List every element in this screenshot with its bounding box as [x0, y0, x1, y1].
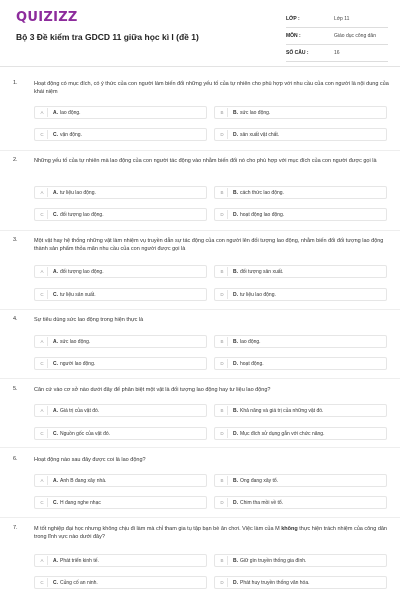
option-text: lao động. [240, 338, 261, 345]
option-letter-badge: B [217, 188, 228, 197]
option-text: Anh B đang xây nhà. [60, 477, 107, 484]
question-divider [0, 517, 400, 518]
question-number: 1. [13, 80, 18, 86]
option-letter-badge: D [217, 429, 228, 438]
option-letter-badge: A [37, 188, 48, 197]
option-letter-badge: B [217, 108, 228, 117]
option-letter-badge: B [217, 476, 228, 485]
option-a[interactable] [34, 335, 207, 348]
option-letter-badge: C [37, 290, 48, 299]
option-text: tư liệu lao động. [60, 189, 96, 196]
option-prefix: D. [233, 360, 238, 367]
option-c[interactable] [34, 128, 207, 141]
option-letter-badge: D [217, 130, 228, 139]
option-text: H đang nghe nhạc [60, 499, 101, 506]
option-letter-badge: A [37, 476, 48, 485]
question-text-emphasis: không [281, 526, 298, 532]
option-letter-badge: D [217, 359, 228, 368]
option-letter-badge: B [217, 406, 228, 415]
option-prefix: B. [233, 477, 238, 484]
meta-class-row [286, 11, 388, 28]
question-divider [0, 447, 400, 448]
option-letter-badge: C [37, 359, 48, 368]
option-d[interactable] [214, 576, 387, 589]
option-prefix: C. [53, 291, 58, 298]
meta-value: Lớp 11 [334, 16, 350, 22]
option-text: Phát triển kinh tế. [60, 557, 99, 564]
option-prefix: B. [233, 189, 238, 196]
option-letter-badge: A [37, 556, 48, 565]
option-text: sức lao động. [240, 109, 271, 116]
option-b[interactable] [214, 474, 387, 487]
meta-label: MÔN : [286, 33, 301, 39]
option-text: Giá trị của vật đó. [60, 407, 100, 414]
option-letter-badge: B [217, 556, 228, 565]
option-c[interactable] [34, 357, 207, 370]
option-b[interactable] [214, 554, 387, 567]
option-prefix: A. [53, 338, 58, 345]
question-text-part: thực hiện trách nhiệm của công dân trong lĩnh vực nào dưới đây? [34, 526, 387, 540]
option-letter-badge: C [37, 429, 48, 438]
option-b[interactable] [214, 335, 387, 348]
option-prefix: C. [53, 360, 58, 367]
option-text: đối tượng lao động. [60, 211, 104, 218]
option-letter-badge: B [217, 337, 228, 346]
question-divider [0, 230, 400, 231]
meta-value: Giáo dục công dân [334, 33, 376, 39]
option-letter-badge: C [37, 210, 48, 219]
option-letter-badge: A [37, 108, 48, 117]
question-text: Căn cứ vào cơ sở nào dưới đây để phân biệt một vật là đối tượng lao động hay tư liệu lao động? [34, 387, 271, 393]
option-text: vận động. [60, 131, 82, 138]
option-c[interactable] [34, 576, 207, 589]
option-text: tư liệu lao động. [240, 291, 276, 298]
option-prefix: D. [233, 211, 238, 218]
question-text [34, 525, 389, 541]
option-prefix: A. [53, 407, 58, 414]
header-divider [0, 66, 400, 67]
option-text: Khả năng và giá trị của những vật đó. [240, 407, 324, 414]
option-d[interactable] [214, 128, 387, 141]
option-text: Ong đang xây tổ. [240, 477, 279, 484]
option-prefix: A. [53, 268, 58, 275]
option-b[interactable] [214, 404, 387, 417]
option-a[interactable] [34, 186, 207, 199]
option-a[interactable] [34, 265, 207, 278]
meta-count-row [286, 45, 388, 62]
option-prefix: C. [53, 131, 58, 138]
option-letter-badge: A [37, 267, 48, 276]
option-letter-badge: B [217, 267, 228, 276]
worksheet-header [0, 0, 400, 62]
question-number: 2. [13, 157, 18, 163]
option-letter-badge: D [217, 290, 228, 299]
option-text: Chim tha mồi về tổ. [240, 499, 284, 506]
meta-label: LỚP : [286, 16, 300, 22]
option-a[interactable] [34, 404, 207, 417]
option-c[interactable] [34, 427, 207, 440]
question-number: 5. [13, 386, 18, 392]
option-text: Củng cố an ninh. [60, 579, 98, 586]
option-prefix: C. [53, 211, 58, 218]
option-d[interactable] [214, 427, 387, 440]
option-prefix: C. [53, 430, 58, 437]
option-a[interactable] [34, 106, 207, 119]
question-number: 3. [13, 237, 18, 243]
option-c[interactable] [34, 288, 207, 301]
option-text: tư liệu sản xuất. [60, 291, 96, 298]
question-text: Hoạt động có mục đích, có ý thức của con người làm biến đổi những yếu tố của tự nhiên cho phù hợp với nhu cầu của con người là nội dung của khái niệm [34, 81, 389, 95]
option-d[interactable] [214, 357, 387, 370]
option-d[interactable] [214, 288, 387, 301]
option-d[interactable] [214, 208, 387, 221]
option-text: đối tượng sản xuất. [240, 268, 284, 275]
quizizz-logo: QUIZIZZ [16, 10, 78, 25]
option-text: sức lao động. [60, 338, 91, 345]
question-divider [0, 150, 400, 151]
option-b[interactable] [214, 265, 387, 278]
option-text: người lao động. [60, 360, 96, 367]
option-text: Mục đích sử dụng gắn với chức năng. [240, 430, 325, 437]
question-text: Sự tiêu dùng sức lao động trong hiện thực là [34, 317, 144, 323]
option-a[interactable] [34, 474, 207, 487]
option-prefix: B. [233, 268, 238, 275]
option-letter-badge: A [37, 406, 48, 415]
option-text: Phát huy truyền thống văn hóa. [240, 579, 310, 586]
option-a[interactable] [34, 554, 207, 567]
option-text: hoạt động. [240, 360, 264, 367]
option-text: Nguồn gốc của vật đó. [60, 430, 111, 437]
option-prefix: B. [233, 407, 238, 414]
option-letter-badge: A [37, 337, 48, 346]
worksheet-meta [286, 11, 388, 62]
option-text: sản xuất vật chất. [240, 131, 280, 138]
option-text: Giữ gìn truyền thống gia đình. [240, 557, 307, 564]
option-b[interactable] [214, 186, 387, 199]
option-prefix: D. [233, 430, 238, 437]
option-prefix: B. [233, 109, 238, 116]
option-b[interactable] [214, 106, 387, 119]
option-c[interactable] [34, 208, 207, 221]
option-text: đối tượng lao động. [60, 268, 104, 275]
meta-value: 16 [334, 50, 340, 56]
meta-subject-row [286, 28, 388, 45]
option-prefix: D. [233, 131, 238, 138]
option-prefix: B. [233, 557, 238, 564]
option-prefix: D. [233, 291, 238, 298]
option-prefix: D. [233, 499, 238, 506]
option-text: cách thức lao động. [240, 189, 284, 196]
option-prefix: C. [53, 499, 58, 506]
question-text-part: M tốt nghiệp đại học nhưng không chịu đi làm mà chỉ tham gia tụ tập bạn bè ăn chơi. Việc làm của M [34, 526, 282, 532]
option-prefix: A. [53, 109, 58, 116]
option-prefix: A. [53, 189, 58, 196]
worksheet-title: Bộ 3 Đề kiểm tra GDCD 11 giữa học kì I (đề 1) [16, 32, 199, 42]
option-prefix: C. [53, 579, 58, 586]
option-text: hoạt động lao động. [240, 211, 285, 218]
option-text: lao động. [60, 109, 81, 116]
option-prefix: A. [53, 477, 58, 484]
option-prefix: B. [233, 338, 238, 345]
option-d[interactable] [214, 496, 387, 509]
option-letter-badge: C [37, 130, 48, 139]
question-text: Những yếu tố của tự nhiên mà lao động của con người tác động vào nhằm biến đổi nó cho phù hợp với mục đích của con người được gọi là [34, 158, 377, 164]
option-letter-badge: D [217, 498, 228, 507]
meta-label: SỐ CÂU : [286, 50, 309, 56]
question-text: Một vật hay hệ thống những vật làm nhiệm vụ truyền dẫn sự tác động của con người lên đối tượng lao động, nhằm biến đổi đối tượng lao động thành sản phẩm thỏa mãn nhu cầu của con người được gọi là [34, 238, 384, 252]
option-letter-badge: C [37, 498, 48, 507]
option-c[interactable] [34, 496, 207, 509]
question-number: 6. [13, 456, 18, 462]
option-prefix: A. [53, 557, 58, 564]
question-divider [0, 378, 400, 379]
question-text: Hoạt động nào sau đây được coi là lao động? [34, 457, 146, 463]
question-number: 7. [13, 525, 18, 531]
option-prefix: D. [233, 579, 238, 586]
option-letter-badge: D [217, 210, 228, 219]
option-letter-badge: D [217, 578, 228, 587]
question-number: 4. [13, 316, 18, 322]
question-divider [0, 309, 400, 310]
option-letter-badge: C [37, 578, 48, 587]
